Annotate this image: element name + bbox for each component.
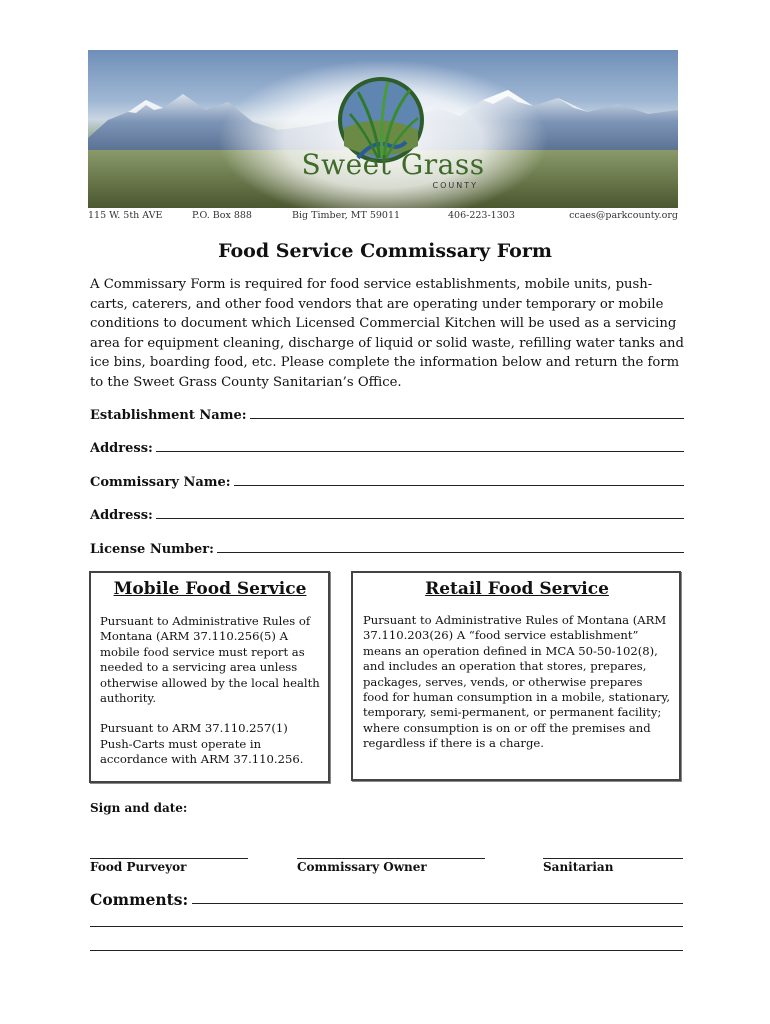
mobile-food-service-para-1: Pursuant to Administrative Rules of Montana (ARM 37.110.256(5) A mobile food service must report as needed to a servicing area unless otherwise allowed by the local health authority.: [100, 614, 320, 706]
contact-city: Big Timber, MT 59011: [292, 210, 401, 221]
mobile-food-service-para-2: Pursuant to ARM 37.110.257(1) Push-Carts must operate in accordance with ARM 37.110.256.: [100, 721, 304, 767]
address-line-2[interactable]: [156, 517, 684, 519]
mobile-food-service-box: [89, 571, 330, 783]
establishment-name-field[interactable]: [90, 403, 684, 423]
comments-field[interactable]: [90, 887, 683, 909]
retail-food-service-title: Retail Food Service: [425, 579, 609, 599]
license-number-field[interactable]: [90, 537, 684, 557]
license-number-label: License Number:: [90, 542, 214, 557]
logo-title: Sweet Grass: [301, 148, 485, 181]
contact-email: ccaes@parkcounty.org: [569, 210, 678, 221]
contact-po-box: P.O. Box 888: [192, 210, 252, 221]
food-purveyor-signature-line[interactable]: [90, 858, 248, 859]
contact-street: 115 W. 5th AVE: [88, 210, 163, 221]
commissary-owner-signature-line[interactable]: [297, 858, 485, 859]
comments-line-3[interactable]: [90, 950, 683, 951]
establishment-name-label: Establishment Name:: [90, 408, 247, 423]
comments-line-1[interactable]: [192, 903, 683, 904]
contact-row: [88, 210, 678, 224]
mountain-landscape-image: [88, 50, 678, 208]
commissary-name-label: Commissary Name:: [90, 475, 231, 490]
commissary-name-line[interactable]: [234, 484, 684, 486]
page-title: Food Service Commissary Form: [218, 240, 552, 262]
address-field-2[interactable]: [90, 503, 684, 523]
sanitarian-label: Sanitarian: [543, 860, 614, 874]
header-banner: [88, 50, 678, 208]
address-label-2: Address:: [90, 508, 153, 523]
retail-food-service-box: [351, 571, 681, 781]
logo-subtitle: COUNTY: [432, 181, 478, 190]
commissary-owner-label: Commissary Owner: [297, 860, 427, 874]
address-line-1[interactable]: [156, 450, 684, 452]
sanitarian-signature-line[interactable]: [543, 858, 683, 859]
sign-and-date-label: Sign and date:: [90, 801, 188, 815]
retail-food-service-para: Pursuant to Administrative Rules of Montana (ARM 37.110.203(26) A “food service establishment” means an operation defined in MCA 50-50-102(8), and includes an operation that stores, prepares, packages, serves, vends, or otherwise prepares food for human consumption in a mobile, stationary, temporary, semi-permanent, or permanent facility; where consumption is on or off the premises and regardless if there is a charge.: [363, 613, 671, 751]
address-label-1: Address:: [90, 441, 153, 456]
commissary-name-field[interactable]: [90, 470, 684, 490]
contact-phone: 406-223-1303: [448, 210, 515, 221]
intro-paragraph: A Commissary Form is required for food service establishments, mobile units, push-carts, caterers, and other food vendors that are operating under temporary or mobile conditions to document which Licensed Commercial Kitchen will be used as a servicing area for equipment cleaning, discharge of liquid or solid waste, refilling water tanks and ice bins, boarding food, etc. Please complete the information below and return the form to the Sweet Grass County Sanitarian’s Office.: [90, 277, 684, 390]
mobile-food-service-title: Mobile Food Service: [113, 579, 307, 599]
establishment-name-line[interactable]: [250, 417, 684, 419]
comments-line-2[interactable]: [90, 926, 683, 927]
comments-label: Comments:: [90, 890, 189, 909]
address-field-1[interactable]: [90, 436, 684, 456]
food-purveyor-label: Food Purveyor: [90, 860, 187, 874]
license-number-line[interactable]: [217, 551, 684, 553]
